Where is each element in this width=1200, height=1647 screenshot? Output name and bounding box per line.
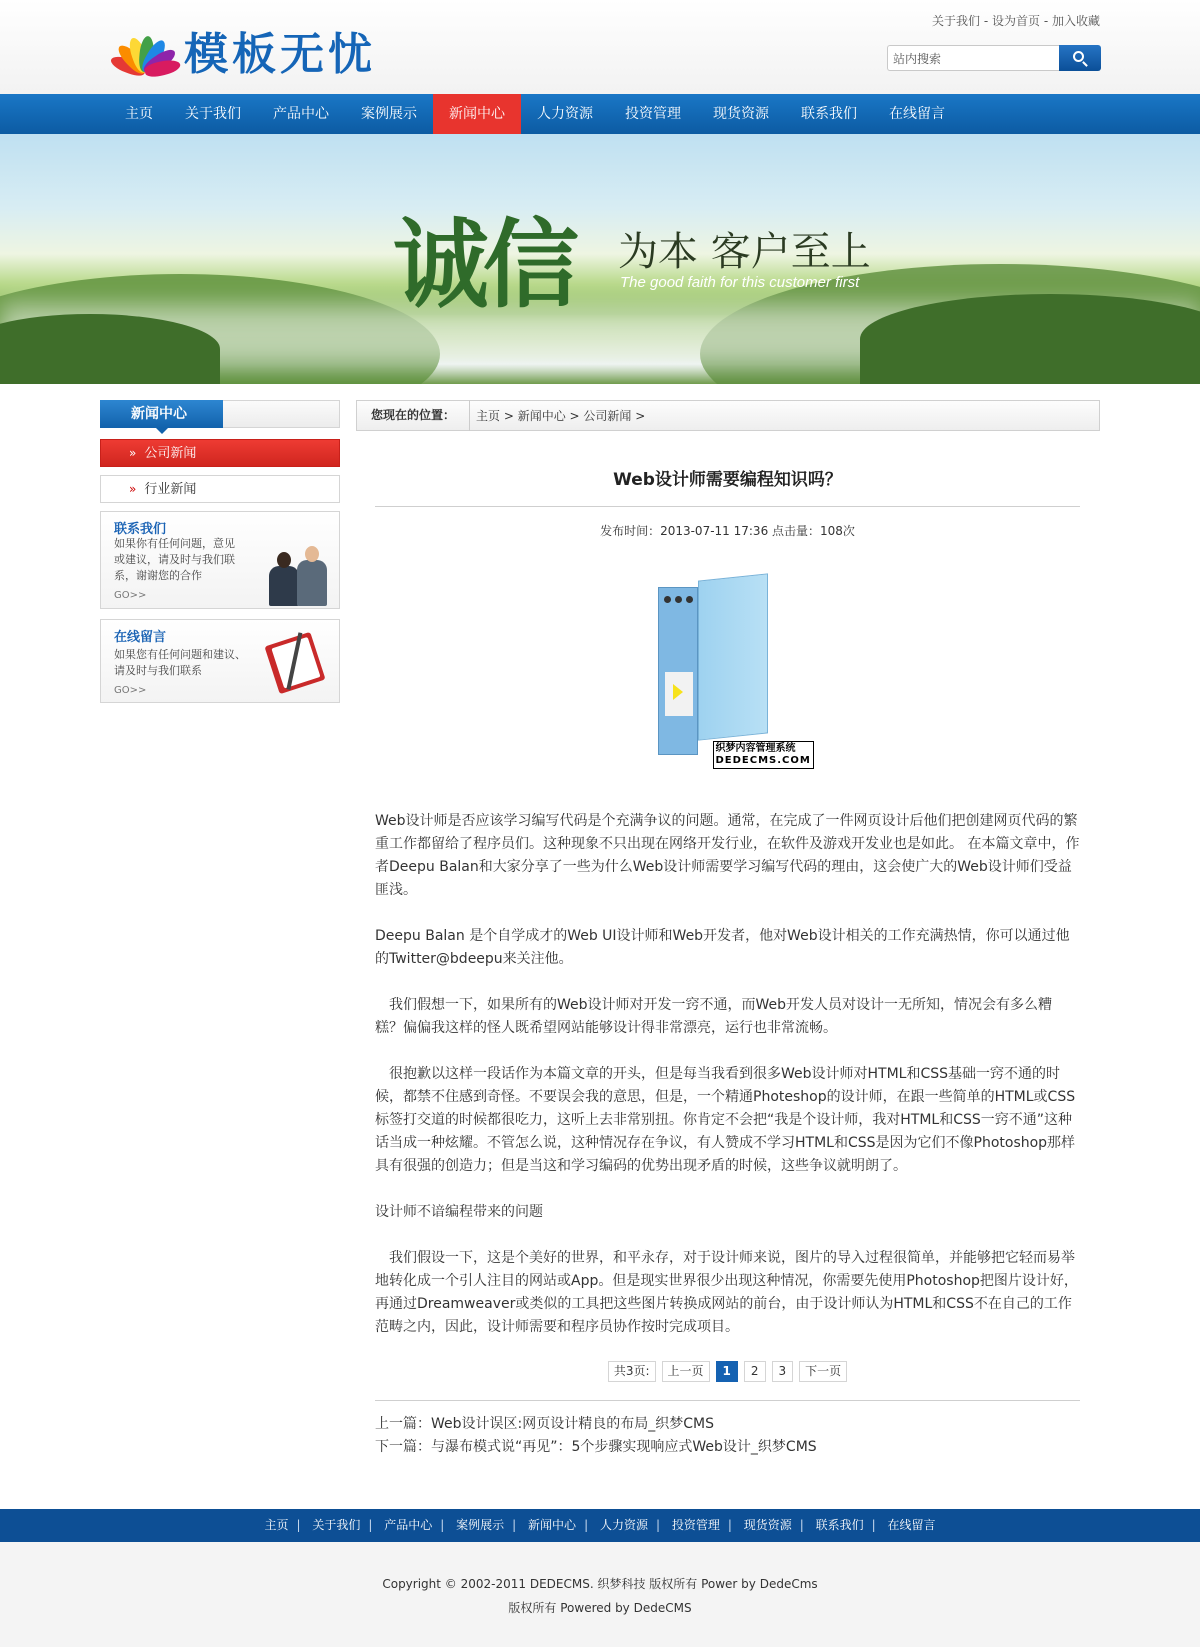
double-arrow-icon: » — [129, 482, 137, 496]
separator: | — [512, 1518, 517, 1532]
pager-total: 共3页: — [608, 1361, 656, 1382]
signal-isolator-device — [658, 577, 768, 753]
contact-line: 系，谢谢您的合作 — [114, 569, 202, 582]
nav-item-products[interactable]: 产品中心 — [273, 106, 329, 122]
separator: | — [871, 1518, 876, 1532]
banner-slogan-en: The good faith for this customer first — [620, 274, 860, 291]
content — [356, 400, 1100, 1455]
article-meta: 发布时间：2013-07-11 17:36 点击量：108次 — [600, 524, 855, 538]
separator: | — [584, 1518, 589, 1532]
contact-line: 或建议，请及时与我们联 — [114, 553, 235, 566]
nav-item-about[interactable]: 关于我们 — [185, 106, 241, 122]
nav-item-cases[interactable]: 案例展示 — [361, 106, 417, 122]
nav-item-contact[interactable]: 联系我们 — [801, 106, 857, 122]
message-line: 如果您有任何问题和建议、 — [114, 648, 246, 661]
separator: | — [296, 1518, 301, 1532]
prev-next-links — [375, 1400, 1080, 1459]
breadcrumb — [356, 400, 1100, 431]
separator: | — [440, 1518, 445, 1532]
business-people-image — [265, 542, 333, 606]
watermark-line: DEDECMS.COM — [715, 755, 811, 766]
footer — [0, 1542, 1200, 1647]
footer-nav-message[interactable]: 在线留言 — [887, 1518, 936, 1532]
article-image — [638, 567, 818, 772]
message-line: 请及时与我们联系 — [114, 664, 202, 677]
banner-headline: 诚信 — [393, 208, 573, 321]
device-side — [698, 573, 768, 740]
search-input[interactable] — [887, 45, 1059, 71]
pager-page-2[interactable]: 2 — [744, 1361, 766, 1382]
contact-box-text — [114, 536, 235, 584]
footer-nav-contact[interactable]: 联系我们 — [815, 1518, 864, 1532]
peacock-logo-icon — [108, 22, 178, 78]
banner-slogan: 为本 客户至上 — [618, 229, 871, 275]
double-arrow-icon: » — [129, 446, 137, 460]
top-link-favorite[interactable]: 加入收藏 — [1051, 14, 1100, 28]
pager-page-1[interactable]: 1 — [716, 1361, 738, 1382]
article — [375, 465, 1080, 1459]
footer-nav-products[interactable]: 产品中心 — [384, 1518, 433, 1532]
footer-nav — [0, 1509, 1200, 1542]
person-figure — [269, 566, 299, 606]
contact-line: 如果你有任何问题，意见 — [114, 537, 235, 550]
main-nav — [0, 94, 1200, 134]
device-front — [658, 587, 698, 755]
pagination — [375, 1361, 1080, 1382]
sidebar-item-company-news[interactable] — [100, 439, 340, 467]
top-link-about[interactable]: 关于我们 — [932, 14, 981, 28]
device-warning-label — [665, 672, 693, 716]
top-links: 关于我们 - 设为首页 - 加入收藏 — [932, 14, 1100, 28]
footer-nav-hr[interactable]: 人力资源 — [599, 1518, 648, 1532]
search-button[interactable] — [1059, 45, 1101, 71]
nav-item-hr[interactable]: 人力资源 — [537, 106, 593, 122]
device-screw — [686, 596, 693, 603]
person-figure — [297, 560, 327, 606]
article-paragraph: Web设计师是否应该学习编写代码是个充满争议的问题。通常，在完成了一件网页设计后他们把创建网页代码的繁重工作都留给了程序员们。这种现象不只出现在网络开发行业，在软件及游戏开发业也是如此。 在本篇文章中，作者Deepu Balan和大家分享了一些为什么Web设计师需要学习编写代码的理由，这会使广大的Web设计师们受益匪浅。 — [375, 813, 1080, 898]
article-paragraph: 我们假想一下，如果所有的Web设计师对开发一窍不通，而Web开发人员对设计一无所知，情况会有多么糟糕？偏偏我这样的怪人既希望网站能够设计得非常漂亮，运行也非常流畅。 — [375, 997, 1053, 1036]
nav-item-spot[interactable]: 现货资源 — [713, 106, 769, 122]
footer-nav-news[interactable]: 新闻中心 — [528, 1518, 577, 1532]
separator: | — [727, 1518, 732, 1532]
message-box-title: 在线留言 — [114, 630, 167, 645]
site-name: 模板无忧 — [184, 29, 376, 80]
pager-prev[interactable]: 上一页 — [662, 1361, 710, 1382]
top-link-set-home[interactable]: 设为首页 — [992, 14, 1041, 28]
notebook-icon — [264, 632, 325, 694]
article-subheading: 设计师不谙编程带来的问题 — [375, 1204, 543, 1220]
device-screw — [675, 596, 682, 603]
footer-nav-about[interactable]: 关于我们 — [312, 1518, 361, 1532]
image-watermark — [713, 741, 814, 769]
prev-article-link[interactable]: 上一篇：Web设计误区:网页设计精良的布局_织梦CMS — [375, 1416, 714, 1432]
pager-page-3[interactable]: 3 — [772, 1361, 794, 1382]
separator: | — [368, 1518, 373, 1532]
next-article-link[interactable]: 下一篇：与瀑布模式说“再见”：5个步骤实现响应式Web设计_织梦CMS — [375, 1439, 817, 1455]
search-bar — [887, 45, 1101, 71]
header — [0, 0, 1200, 94]
footer-nav-spot[interactable]: 现货资源 — [743, 1518, 792, 1532]
person-head — [277, 552, 291, 568]
person-head — [305, 546, 319, 562]
message-box-text — [114, 647, 246, 679]
nav-item-home[interactable]: 主页 — [125, 106, 153, 122]
pager-next[interactable]: 下一页 — [799, 1361, 847, 1382]
sidebar — [100, 400, 340, 703]
sidebar-item-industry-news[interactable] — [100, 475, 340, 503]
article-paragraph: Deepu Balan 是个自学成才的Web UI设计师和Web开发者，他对Web设计相关的工作充满热情，你可以通过他的Twitter@bdeepu来关注他。 — [375, 928, 1070, 967]
sidebar-item-label: 行业新闻 — [144, 482, 197, 497]
article-paragraph: 很抱歉以这样一段话作为本篇文章的开头，但是每当我看到很多Web设计师对HTML和CSS基础一窍不通的时候，都禁不住感到奇怪。不要误会我的意思，但是，一个精通Photeshop的设计师，在跟一些简单的HTML或CSS标签打交道的时候都很吃力，这听上去非常别扭。你肯定不会把“我是个设计师，我对HTML和CSS一窍不通”这种话当成一种炫耀。不管怎么说，这种情况存在争议，有人赞成不学习HTML和CSS是因为它们不像Photoshop那样具有很强的创造力；但是当这和学习编码的优势出现矛盾的时候，这些争议就明朗了。 — [375, 1066, 1076, 1174]
footer-nav-investment[interactable]: 投资管理 — [671, 1518, 720, 1532]
footer-nav-cases[interactable]: 案例展示 — [456, 1518, 505, 1532]
banner — [0, 134, 1200, 384]
breadcrumb-path[interactable]: 主页 > 新闻中心 > 公司新闻 > — [476, 409, 646, 423]
contact-box[interactable] — [100, 511, 340, 609]
article-title: Web设计师需要编程知识吗？ — [375, 465, 1080, 507]
message-box[interactable] — [100, 619, 340, 703]
search-icon — [1073, 51, 1084, 62]
watermark-line: 织梦内容管理系统 — [715, 743, 796, 754]
banner-trees — [860, 294, 1200, 384]
sidebar-title-tab: 新闻中心 — [100, 400, 223, 428]
device-screw — [664, 596, 671, 603]
nav-item-news[interactable]: 新闻中心 — [433, 94, 521, 134]
copyright: Copyright © 2002-2011 DEDECMS. 织梦科技 版权所有 Power by DedeCms — [382, 1577, 818, 1591]
nav-item-message[interactable]: 在线留言 — [889, 106, 945, 122]
message-go-link[interactable]: GO>> — [114, 685, 147, 696]
footer-nav-home[interactable]: 主页 — [264, 1518, 289, 1532]
separator: | — [799, 1518, 804, 1532]
contact-go-link[interactable]: GO>> — [114, 590, 147, 601]
article-paragraph: 我们假设一下，这是个美好的世界，和平永存，对于设计师来说，图片的导入过程很简单，并能够把它轻而易举地转化成一个引人注目的网站或App。但是现实世界很少出现这种情况，你需要先使用Photoshop把图片设计好，再通过Dreamweaver或类似的工具把这些图片转换成网站的前台，由于设计师认为HTML和CSS不在自己的工作范畴之内，因此，设计师需要和程序员协作按时完成项目。 — [375, 1250, 1078, 1335]
nav-item-investment[interactable]: 投资管理 — [625, 106, 681, 122]
site-logo[interactable] — [108, 18, 376, 82]
separator: | — [655, 1518, 660, 1532]
powered-by: 版权所有 Powered by DedeCMS — [508, 1601, 692, 1615]
breadcrumb-label: 您现在的位置： — [357, 400, 470, 431]
sidebar-item-label: 公司新闻 — [144, 446, 197, 461]
contact-box-title: 联系我们 — [114, 522, 167, 537]
sidebar-title — [100, 400, 340, 428]
